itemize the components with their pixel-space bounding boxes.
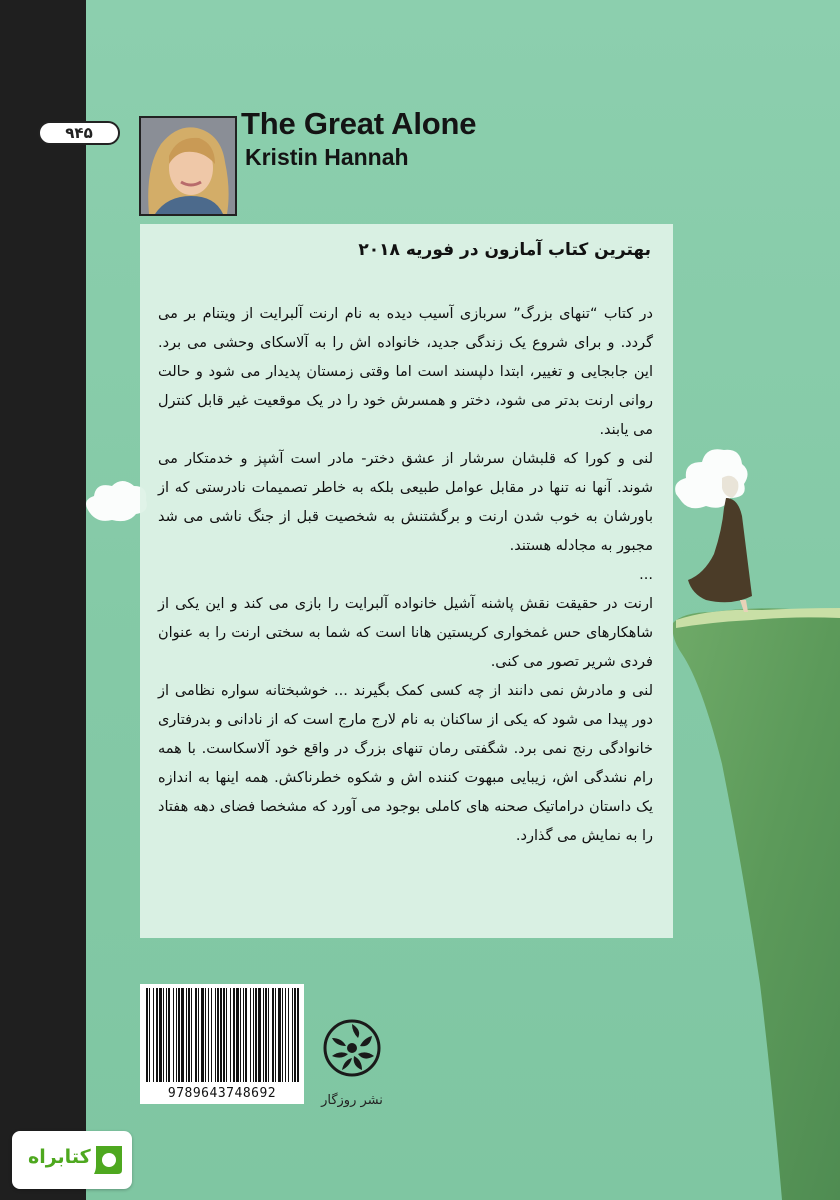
publisher-name: نشر روزگار	[321, 1093, 383, 1108]
synopsis-ellipsis: ...	[639, 567, 653, 583]
book-title: The Great Alone	[241, 106, 477, 141]
author-name: Kristin Hannah	[245, 144, 409, 170]
ketabrah-watermark	[12, 1131, 132, 1189]
author-photo	[139, 116, 237, 216]
award-heading: بهترین کتاب آمازون در فوریه ۲۰۱۸	[358, 240, 651, 260]
isbn-number: 9789643748692	[167, 1086, 277, 1101]
watermark-text: کتابراه	[28, 1146, 91, 1168]
spiral-leaf-logo-icon	[322, 1016, 382, 1082]
barcode-bars	[140, 984, 304, 1084]
spine	[0, 0, 86, 1200]
speech-bubble-logo-icon	[90, 1142, 126, 1178]
series-number-badge: ۹۴۵	[38, 121, 120, 145]
synopsis-paragraph: لنی و کورا که قلبشان سرشار از عشق دختر- مادر است آشپز و خدمتکار می شوند. آنها نه تنها در مقابل عوامل طبیعی بلکه به خاطر تصمیمات نادرستی که از باورشان به خوب شدن ارنت و برگشتنش به شخصیت قبل از جنگ ناشی می شد مجبور به مجادله هستند.	[158, 451, 653, 554]
synopsis-paragraph: در کتاب “تنهای بزرگ” سربازی آسیب دیده به نام ارنت آلبرایت از ویتنام بر می گردد. و برای شروع یک زندگی جدید، خانواده اش را به آلاسکای وحشی می برد. این جابجایی و تغییر، ابتدا دلپسند است اما وقتی زمستان پدیدار می شود و حالت روانی ارنت بدتر می شود، دختر و همسرش خود را در یک موقعیت غیر قابل کنترل می یابند.	[158, 306, 653, 438]
cliff-illustration	[672, 604, 840, 1200]
synopsis-body	[158, 300, 653, 851]
synopsis-panel	[140, 224, 673, 938]
synopsis-paragraph: ارنت در حقیقت نقش پاشنه آشیل خانواده آلبرایت را بازی می کند و این یکی از شاهکارهای حس غمخواری کریستین هانا است که شما به سختی ارنت را به عنوان فردی شریر تصور می کنی.	[158, 596, 653, 670]
girl-on-cliff-illustration	[686, 468, 762, 614]
synopsis-paragraph: لنی و مادرش نمی دانند از چه کسی کمک بگیرند ... خوشبختانه سواره نظامی از دور پیدا می شود که یکی از ساکنان به نام لارج مارج است که از نادانی و بدرفتاری خانوادگی رنج نمی برد. شگفتی رمان تنهای بزرگ در واقع خود آلاسکاست. با همه رام نشدگی اش، زیبایی مبهوت کننده اش و شکوه خطرناکش. همه اینها به اندازه یک داستان دراماتیک صحنه های کاملی بوجود می آورد که مشخصا فضای دهه هفتاد را به نمایش می گذارد.	[158, 683, 653, 844]
isbn-barcode	[140, 984, 304, 1104]
